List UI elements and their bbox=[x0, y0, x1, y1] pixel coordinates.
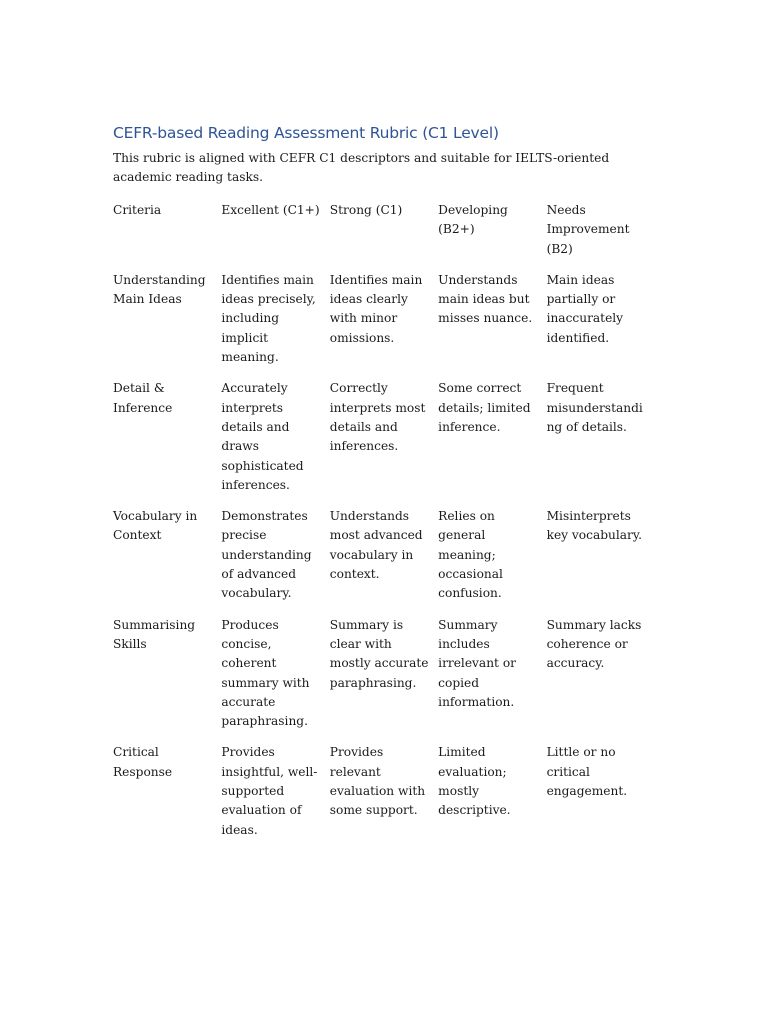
rubric-body bbox=[113, 271, 655, 852]
document-title: CEFR-based Reading Assessment Rubric (C1 Level) bbox=[113, 124, 499, 142]
developing-cell: Summary includes irrelevant or copied information. bbox=[438, 617, 516, 709]
developing-cell: Relies on general meaning; occasional confusion. bbox=[438, 509, 503, 601]
criterion-cell: Critical Response bbox=[113, 745, 173, 779]
criterion-cell: Detail & Inference bbox=[113, 381, 173, 415]
needs-improvement-cell: Frequent misunderstanding of details. bbox=[546, 381, 643, 434]
strong-cell: Provides relevant evaluation with some support. bbox=[329, 745, 426, 818]
header-developing: Developing (B2+) bbox=[438, 203, 508, 237]
needs-improvement-cell: Main ideas partially or inaccurately identified. bbox=[546, 272, 624, 345]
rubric-header bbox=[113, 201, 655, 271]
needs-improvement-cell: Little or no critical engagement. bbox=[546, 745, 628, 799]
developing-cell: Limited evaluation; mostly descriptive. bbox=[438, 745, 511, 818]
rubric-table bbox=[113, 201, 655, 852]
needs-improvement-cell: Summary lacks coherence or accuracy. bbox=[546, 617, 642, 671]
excellent-cell: Identifies main ideas precisely, including implicit meaning. bbox=[221, 272, 316, 365]
header-needs-improvement: Needs Improvement (B2) bbox=[546, 203, 630, 256]
header-strong: Strong (C1) bbox=[329, 203, 403, 217]
needs-improvement-cell: Misinterprets key vocabulary. bbox=[546, 509, 643, 543]
developing-cell: Understands main ideas but misses nuance. bbox=[438, 272, 533, 326]
header-criteria: Criteria bbox=[113, 203, 162, 217]
excellent-cell: Accurately interprets details and draws sophisticated inferences. bbox=[221, 381, 304, 492]
excellent-cell: Produces concise, coherent summary with accurate paraphrasing. bbox=[221, 617, 310, 729]
strong-cell: Correctly interprets most details and inferences. bbox=[329, 381, 426, 454]
table-row bbox=[113, 507, 655, 615]
strong-cell: Identifies main ideas clearly with minor omissions. bbox=[329, 272, 423, 345]
table-row bbox=[113, 616, 655, 744]
table-row bbox=[113, 379, 655, 507]
header-excellent: Excellent (C1+) bbox=[221, 203, 320, 217]
criterion-cell: Summarising Skills bbox=[113, 617, 196, 651]
strong-cell: Understands most advanced vocabulary in context. bbox=[329, 509, 423, 582]
table-row bbox=[113, 271, 655, 379]
strong-cell: Summary is clear with mostly accurate paraphrasing. bbox=[329, 617, 429, 690]
criterion-cell: Vocabulary in Context bbox=[113, 509, 198, 543]
criterion-cell: Understanding Main Ideas bbox=[113, 272, 206, 307]
header-row bbox=[113, 201, 655, 271]
excellent-cell: Demonstrates precise understanding of advanced vocabulary. bbox=[221, 509, 312, 601]
intro-paragraph: This rubric is aligned with CEFR C1 descriptors and suitable for IELTS-oriented academic reading tasks. bbox=[113, 151, 610, 185]
excellent-cell: Provides insightful, well-supported evaluation of ideas. bbox=[221, 745, 318, 837]
table-row bbox=[113, 743, 655, 851]
developing-cell: Some correct details; limited inference. bbox=[438, 381, 531, 434]
